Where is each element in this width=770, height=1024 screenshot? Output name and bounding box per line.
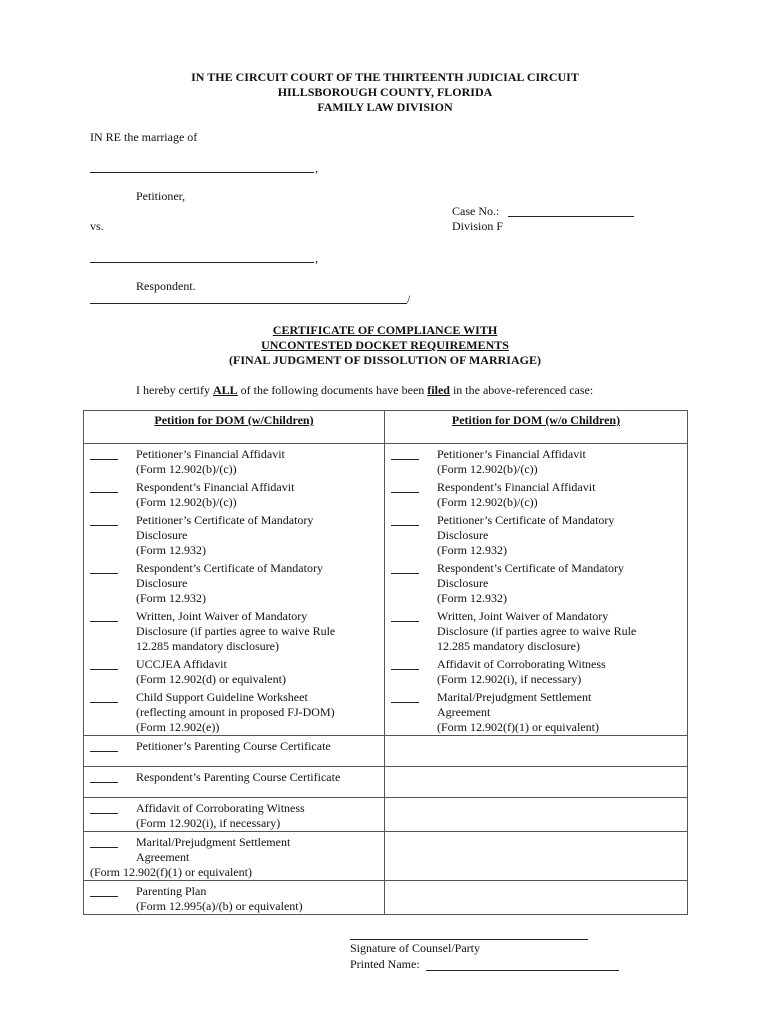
- checkbox-blank[interactable]: [391, 657, 419, 670]
- left-item-8: Respondent’s Parenting Course Certificate: [84, 767, 384, 785]
- left-item-3: Respondent’s Certificate of Mandatory Disclosure (Form 12.932): [84, 558, 384, 606]
- left-item-1: Respondent’s Financial Affidavit (Form 12.902(b)/(c)): [84, 477, 384, 510]
- checkbox-blank[interactable]: [90, 690, 118, 703]
- checkbox-blank[interactable]: [90, 561, 118, 574]
- checkbox-blank[interactable]: [90, 480, 118, 493]
- right-empty-cell-3: [385, 798, 688, 832]
- right-empty-cell-4: [385, 832, 688, 881]
- right-item-2: Petitioner’s Certificate of Mandatory Disclosure (Form 12.932): [385, 510, 687, 558]
- right-item-4: Written, Joint Waiver of Mandatory Disclosure (if parties agree to waive Rule 12.285 mandatory disclosure): [385, 606, 687, 654]
- petitioner-comma: ,: [315, 161, 318, 175]
- left-item-5: UCCJEA Affidavit (Form 12.902(d) or equivalent): [84, 654, 384, 687]
- title-line3: (FINAL JUDGMENT OF DISSOLUTION OF MARRIAGE): [229, 353, 541, 367]
- right-item-3: Respondent’s Certificate of Mandatory Disclosure (Form 12.932): [385, 558, 687, 606]
- vs-label: vs.: [90, 219, 104, 233]
- caption-closing-line: [90, 303, 407, 304]
- checkbox-blank[interactable]: [391, 513, 419, 526]
- case-no-line[interactable]: [508, 216, 634, 217]
- printed-name-label: Printed Name:: [350, 957, 420, 971]
- right-item-1: Respondent’s Financial Affidavit (Form 12.902(b)/(c)): [385, 477, 687, 510]
- left-column-group-1: [84, 444, 385, 736]
- left-item-4: Written, Joint Waiver of Mandatory Disclosure (if parties agree to waive Rule 12.285 mandatory disclosure): [84, 606, 384, 654]
- right-empty-cell-2: [385, 767, 688, 798]
- petitioner-name-line[interactable]: [90, 172, 314, 173]
- checkbox-blank[interactable]: [90, 739, 118, 752]
- left-item-10-cell: [84, 832, 385, 881]
- right-column-group-1: [385, 444, 688, 736]
- checkbox-blank[interactable]: [90, 835, 118, 848]
- left-item-11: Parenting Plan (Form 12.995(a)/(b) or equivalent): [84, 881, 384, 914]
- right-empty-cell-5: [385, 881, 688, 915]
- checkbox-blank[interactable]: [90, 657, 118, 670]
- division-label: Division F: [452, 219, 504, 233]
- respondent-comma: ,: [315, 251, 318, 265]
- checkbox-blank[interactable]: [391, 480, 419, 493]
- checkbox-blank[interactable]: [391, 690, 419, 703]
- checkbox-blank[interactable]: [90, 770, 118, 783]
- left-item-11-cell: [84, 881, 385, 915]
- left-item-9: Affidavit of Corroborating Witness (Form 12.902(i), if necessary): [84, 798, 384, 831]
- left-item-6: Child Support Guideline Worksheet (reflecting amount in proposed FJ-DOM) (Form 12.902(e)): [84, 687, 384, 735]
- left-item-0: Petitioner’s Financial Affidavit (Form 12.902(b)/(c)): [84, 444, 384, 477]
- case-no-label: Case No.:: [452, 204, 500, 218]
- left-item-7-cell: [84, 736, 385, 767]
- right-empty-cell-1: [385, 736, 688, 767]
- header-without-children: Petition for DOM (w/o Children): [385, 411, 688, 444]
- court-header-line3: FAMILY LAW DIVISION: [317, 100, 453, 114]
- checkbox-blank[interactable]: [391, 561, 419, 574]
- court-header-line1: IN THE CIRCUIT COURT OF THE THIRTEENTH JUDICIAL CIRCUIT: [191, 70, 579, 84]
- left-item-9-cell: [84, 798, 385, 832]
- checkbox-blank[interactable]: [90, 801, 118, 814]
- right-item-6: Marital/Prejudgment Settlement Agreement (Form 12.902(f)(1) or equivalent): [385, 687, 687, 735]
- left-item-7: Petitioner’s Parenting Course Certificate: [84, 736, 384, 754]
- title-line2: UNCONTESTED DOCKET REQUIREMENTS: [261, 338, 509, 352]
- signature-label: Signature of Counsel/Party: [350, 941, 480, 955]
- checkbox-blank[interactable]: [90, 513, 118, 526]
- left-item-8-cell: [84, 767, 385, 798]
- checklist-table: [83, 410, 688, 915]
- title-line1: CERTIFICATE OF COMPLIANCE WITH: [272, 323, 498, 337]
- in-re-label: IN RE the marriage of: [90, 130, 198, 144]
- left-item-2: Petitioner’s Certificate of Mandatory Disclosure (Form 12.932): [84, 510, 384, 558]
- checkbox-blank[interactable]: [391, 447, 419, 460]
- signature-line[interactable]: [350, 939, 588, 940]
- caption-slash: /: [407, 292, 411, 306]
- court-header-line2: HILLSBOROUGH COUNTY, FLORIDA: [277, 85, 493, 99]
- petitioner-label: Petitioner,: [136, 189, 186, 203]
- right-item-0: Petitioner’s Financial Affidavit (Form 12.902(b)/(c)): [385, 444, 687, 477]
- respondent-name-line[interactable]: [90, 262, 314, 263]
- header-with-children: Petition for DOM (w/Children): [84, 411, 385, 444]
- printed-name-line[interactable]: [426, 970, 619, 971]
- left-item-10: Marital/Prejudgment Settlement Agreement (Form 12.902(f)(1) or equivalent): [90, 835, 291, 879]
- checkbox-blank[interactable]: [90, 609, 118, 622]
- checkbox-blank[interactable]: [391, 609, 419, 622]
- checkbox-blank[interactable]: [90, 447, 118, 460]
- right-item-5: Affidavit of Corroborating Witness (Form 12.902(i), if necessary): [385, 654, 687, 687]
- respondent-label: Respondent.: [136, 279, 196, 293]
- checkbox-blank[interactable]: [90, 884, 118, 897]
- certify-statement: I hereby certify ALL of the following documents have been filed in the above-referenced case:: [136, 383, 594, 397]
